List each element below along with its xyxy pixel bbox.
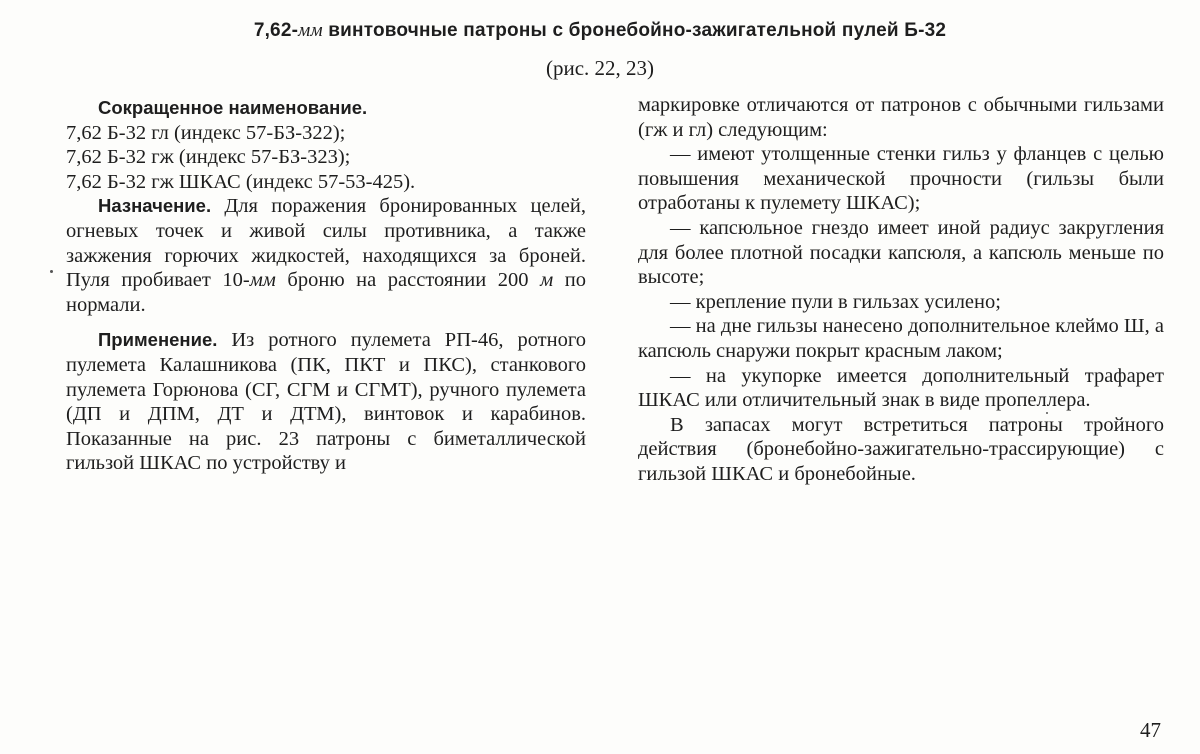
page-number: 47 <box>1140 718 1161 742</box>
short-name-item: 7,62 Б-32 гл (индекс 57-БЗ-322); <box>66 121 346 144</box>
left-column <box>66 96 586 476</box>
closing-paragraph: В запасах могут встретиться патроны тройного действия (бронебойно-зажигательно-трассирующие) с гильзой ШКАС и бронебойные. <box>638 413 1164 485</box>
list-item: — на дне гильзы нанесено дополнительное клеймо Ш, а капсюль снаружи покрыт красным лаком; <box>638 315 1164 362</box>
title-rest: винтовочные патроны с бронебойно-зажигательной пулей Б-32 <box>322 20 947 41</box>
title-prefix: 7,62- <box>253 20 299 41</box>
purpose-unit-1: мм <box>249 269 276 292</box>
right-intro: маркировке отличаются от патронов с обычными гильзами (гж и гл) следующим: <box>638 94 1164 141</box>
list-item: — крепление пули в гильзах усилено; <box>670 290 1001 313</box>
list-item: — имеют утолщенные стенки гильз у фланцев с целью повышения механической прочности (гильзы были отработаны к пулемету ШКАС); <box>638 143 1164 215</box>
title-unit: мм <box>298 20 323 41</box>
scan-speck <box>50 270 53 273</box>
use-paragraph <box>66 328 586 476</box>
list-item: — капсюльное гнездо имеет иной радиус закругления для более плотной посадки капсюля, а капсюль меньше по высоте; <box>638 216 1164 289</box>
purpose-text-1: Для поражения бронированных целей, огневых точек и живой силы противника, а также зажжения горючих жидкостей, находящихся за броней. Пуля пробивает 10- <box>66 195 586 292</box>
purpose-unit-2: м <box>540 269 554 292</box>
paragraph-gap <box>66 317 586 328</box>
purpose-text-3: по нормали. <box>66 269 586 316</box>
right-column <box>638 93 1164 487</box>
short-name-heading: Сокращенное наименование. <box>98 97 368 118</box>
purpose-heading: Назначение. <box>98 195 212 217</box>
short-name-item: 7,62 Б-32 гж ШКАС (индекс 57-53-425). <box>66 170 416 193</box>
use-heading: Применение. <box>98 329 218 351</box>
purpose-paragraph <box>66 194 586 317</box>
short-name-item: 7,62 Б-32 гж (индекс 57-БЗ-323); <box>66 146 351 169</box>
page-title <box>0 20 1200 42</box>
scan-speck <box>1046 412 1048 414</box>
figure-reference: (рис. 22, 23) <box>545 56 655 80</box>
use-text: Из ротного пулемета РП-46, ротного пулемета Калашникова (ПК, ПКТ и ПКС), станкового пулемета Горюнова (СГ, СГМ и СГМТ), ручного пулемета (ДП и ДПМ, ДТ и ДТМ), винтовок и карабинов. Показанные на рис. 23 патроны с биметаллической гильзой ШКАС по устройству и <box>66 329 586 475</box>
list-item: — на укупорке имеется дополнительный трафарет ШКАС или отличительный знак в виде пропеллера. <box>638 364 1164 412</box>
purpose-text-2: броню на расстоянии 200 <box>275 269 541 292</box>
short-name-heading-line <box>66 96 586 121</box>
